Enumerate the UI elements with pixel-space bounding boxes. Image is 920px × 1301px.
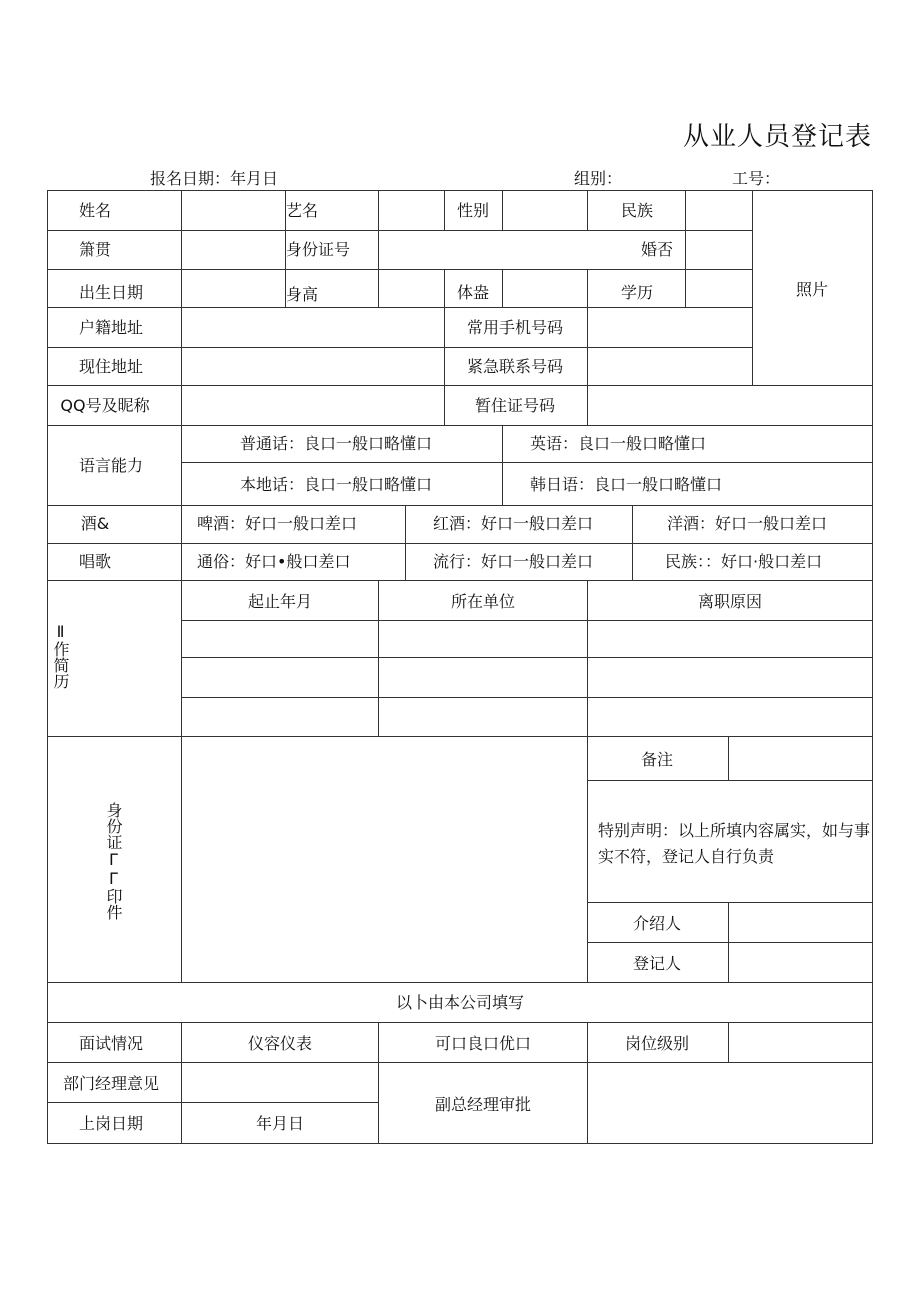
language-label: 语言能力: [78, 456, 144, 475]
birth-date-field[interactable]: [182, 272, 284, 305]
mobile-label: 常用手机号码: [466, 318, 564, 337]
name-label: 姓名: [78, 201, 112, 220]
group-label: 组别：: [574, 169, 623, 188]
introducer-field[interactable]: [729, 904, 871, 941]
emergency-field[interactable]: [588, 349, 751, 383]
vp-approval-label: 副总经理审批: [434, 1095, 532, 1114]
appearance-label: 仪容仪表: [247, 1034, 313, 1053]
popular-song-options[interactable]: 通俗：好口•般口差口: [197, 552, 351, 571]
id-number-label: 身份证号: [286, 240, 351, 259]
registrant-label: 登记人: [632, 954, 682, 973]
mobile-field[interactable]: [588, 310, 751, 345]
residence-permit-label: 暂住证号码: [474, 396, 556, 415]
marital-field[interactable]: [686, 233, 751, 267]
introducer-label: 介绍人: [632, 914, 682, 933]
ethnicity-field[interactable]: [686, 195, 751, 228]
start-date-value[interactable]: 年月日: [255, 1114, 305, 1133]
interview-label: 面试情况: [78, 1034, 144, 1053]
photo-area: 照片: [795, 280, 829, 299]
native-place-label: 箫贯: [78, 240, 112, 259]
work-period-field[interactable]: [182, 699, 377, 735]
native-place-field[interactable]: [182, 233, 284, 267]
registrant-field[interactable]: [729, 944, 871, 981]
stage-name-field[interactable]: [379, 195, 443, 228]
korean-japanese-options[interactable]: 韩日语：良口一般口略懂口: [530, 475, 723, 494]
birth-date-label: 出生日期: [78, 283, 144, 302]
work-reason-field[interactable]: [588, 622, 871, 656]
id-copy-area[interactable]: [182, 738, 586, 981]
work-company-header: 所在单位: [450, 592, 516, 611]
gender-label: 性别: [456, 201, 490, 220]
page-title: 从业人员登记表: [682, 122, 872, 152]
education-field[interactable]: [686, 272, 751, 305]
singing-label: 唱歌: [78, 552, 112, 571]
work-period-field[interactable]: [182, 622, 377, 656]
work-company-field[interactable]: [379, 699, 586, 735]
start-date-label: 上岗日期: [78, 1114, 144, 1133]
marital-label: 婚否: [640, 240, 674, 259]
household-address-field[interactable]: [182, 310, 443, 345]
folk-song-options[interactable]: 民族：：好口·般口差口: [665, 552, 823, 571]
height-field[interactable]: [379, 272, 443, 305]
work-reason-header: 离职原因: [697, 592, 763, 611]
work-company-field[interactable]: [379, 659, 586, 696]
dept-manager-label: 部门经理意见: [62, 1074, 160, 1093]
work-company-field[interactable]: [379, 622, 586, 656]
ethnicity-label: 民族: [620, 201, 654, 220]
employee-id-label: 工号：: [732, 169, 781, 188]
household-address-label: 户籍地址: [78, 318, 144, 337]
pop-song-options[interactable]: 流行：好口一般口差口: [433, 552, 594, 571]
english-options[interactable]: 英语：良口一般口略懂口: [530, 434, 707, 453]
local-dialect-options[interactable]: 本地话：良口一般口略懂口: [240, 475, 433, 494]
work-period-field[interactable]: [182, 659, 377, 696]
declaration-text: 特别声明：以上所填内容属实，如与事实不符，登记人自行负责: [598, 821, 871, 866]
weight-field[interactable]: [503, 272, 586, 305]
drink-label: 酒&: [80, 514, 110, 533]
work-reason-field[interactable]: [588, 699, 871, 735]
work-history-label: Ⅱ作简历: [51, 622, 70, 689]
mandarin-options[interactable]: 普通话：良口一般口略懂口: [240, 434, 433, 453]
current-address-label: 现住地址: [78, 357, 144, 376]
remarks-field[interactable]: [729, 738, 871, 779]
height-label: 身高: [286, 285, 319, 304]
work-reason-field[interactable]: [588, 659, 871, 696]
beer-options[interactable]: 啤酒：好口一般口差口: [197, 514, 358, 533]
emergency-label: 紧急联系号码: [466, 357, 564, 376]
liquor-options[interactable]: 洋酒：好口一般口差口: [667, 514, 828, 533]
qq-label: QQ号及昵称: [60, 396, 150, 415]
id-number-field[interactable]: [379, 233, 629, 267]
current-address-field[interactable]: [182, 349, 443, 383]
gender-field[interactable]: [503, 195, 586, 228]
vp-approval-field[interactable]: [588, 1064, 871, 1142]
id-copy-label: 身份证ΓΓ印件: [104, 802, 123, 920]
name-field[interactable]: [182, 195, 284, 228]
stage-name-label: 艺名: [286, 201, 319, 220]
job-level-label: 岗位级别: [624, 1034, 690, 1053]
dept-manager-field[interactable]: [182, 1064, 377, 1101]
weight-label: 体盎: [456, 283, 490, 302]
remarks-label: 备注: [640, 750, 674, 769]
job-level-field[interactable]: [729, 1024, 871, 1061]
interview-rating-options[interactable]: 可口良口优口: [434, 1034, 532, 1053]
registration-date-label: 报名日期：年月日: [150, 169, 279, 188]
qq-field[interactable]: [182, 388, 443, 423]
residence-permit-field[interactable]: [588, 388, 871, 423]
company-section-title: 以卜由本公司填写: [395, 993, 525, 1012]
education-label: 学历: [620, 283, 654, 302]
work-period-header: 起止年月: [247, 592, 313, 611]
red-wine-options[interactable]: 红酒：好口一般口差口: [433, 514, 594, 533]
